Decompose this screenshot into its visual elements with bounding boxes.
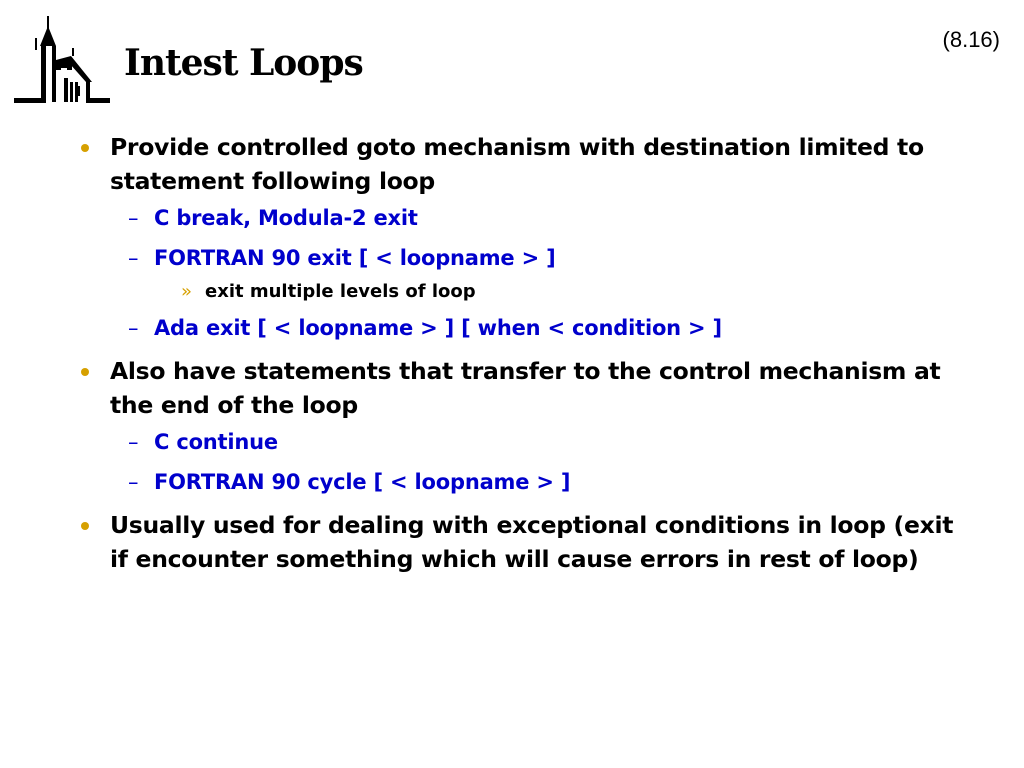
bullet-text: Also have statements that transfer to the control mechanism at the end of the loop xyxy=(110,357,941,419)
dash-icon: – xyxy=(128,430,139,454)
dash-icon: – xyxy=(128,470,139,494)
sub-bullet-text: C break, Modula-2 exit xyxy=(154,206,418,230)
sub-sub-bullet-text: exit multiple levels of loop xyxy=(205,281,476,302)
bullet-item xyxy=(78,130,978,198)
church-logo-icon xyxy=(12,16,112,104)
sub-bullet-text: FORTRAN 90 cycle [ < loopname > ] xyxy=(154,470,571,494)
bullet-item xyxy=(78,508,978,576)
dash-icon: – xyxy=(128,246,139,270)
sub-bullet-item xyxy=(78,428,978,456)
slide-title: Intest Loops xyxy=(124,42,363,84)
sub-bullet-item xyxy=(78,468,978,496)
raquo-icon: » xyxy=(181,281,193,302)
bullet-icon xyxy=(81,368,89,376)
bullet-item xyxy=(78,354,978,422)
sub-bullet-text: FORTRAN 90 exit [ < loopname > ] xyxy=(154,246,556,270)
sub-bullet-text: C continue xyxy=(154,430,278,454)
dash-icon: – xyxy=(128,316,139,340)
sub-bullet-item xyxy=(78,244,978,272)
bullet-text: Usually used for dealing with exceptional conditions in loop (exit if encounter something which will cause errors in rest of loop) xyxy=(110,511,954,573)
bullet-text: Provide controlled goto mechanism with destination limited to statement following loop xyxy=(110,133,924,195)
dash-icon: – xyxy=(128,206,139,230)
slide-content xyxy=(78,130,978,582)
bullet-icon xyxy=(81,144,89,152)
bullet-icon xyxy=(81,522,89,530)
sub-bullet-item xyxy=(78,204,978,232)
slide-number: (8.16) xyxy=(942,27,1000,52)
sub-bullet-item xyxy=(78,314,978,342)
sub-bullet-text: Ada exit [ < loopname > ] [ when < condition > ] xyxy=(154,316,722,340)
sub-sub-bullet-item xyxy=(78,280,978,304)
